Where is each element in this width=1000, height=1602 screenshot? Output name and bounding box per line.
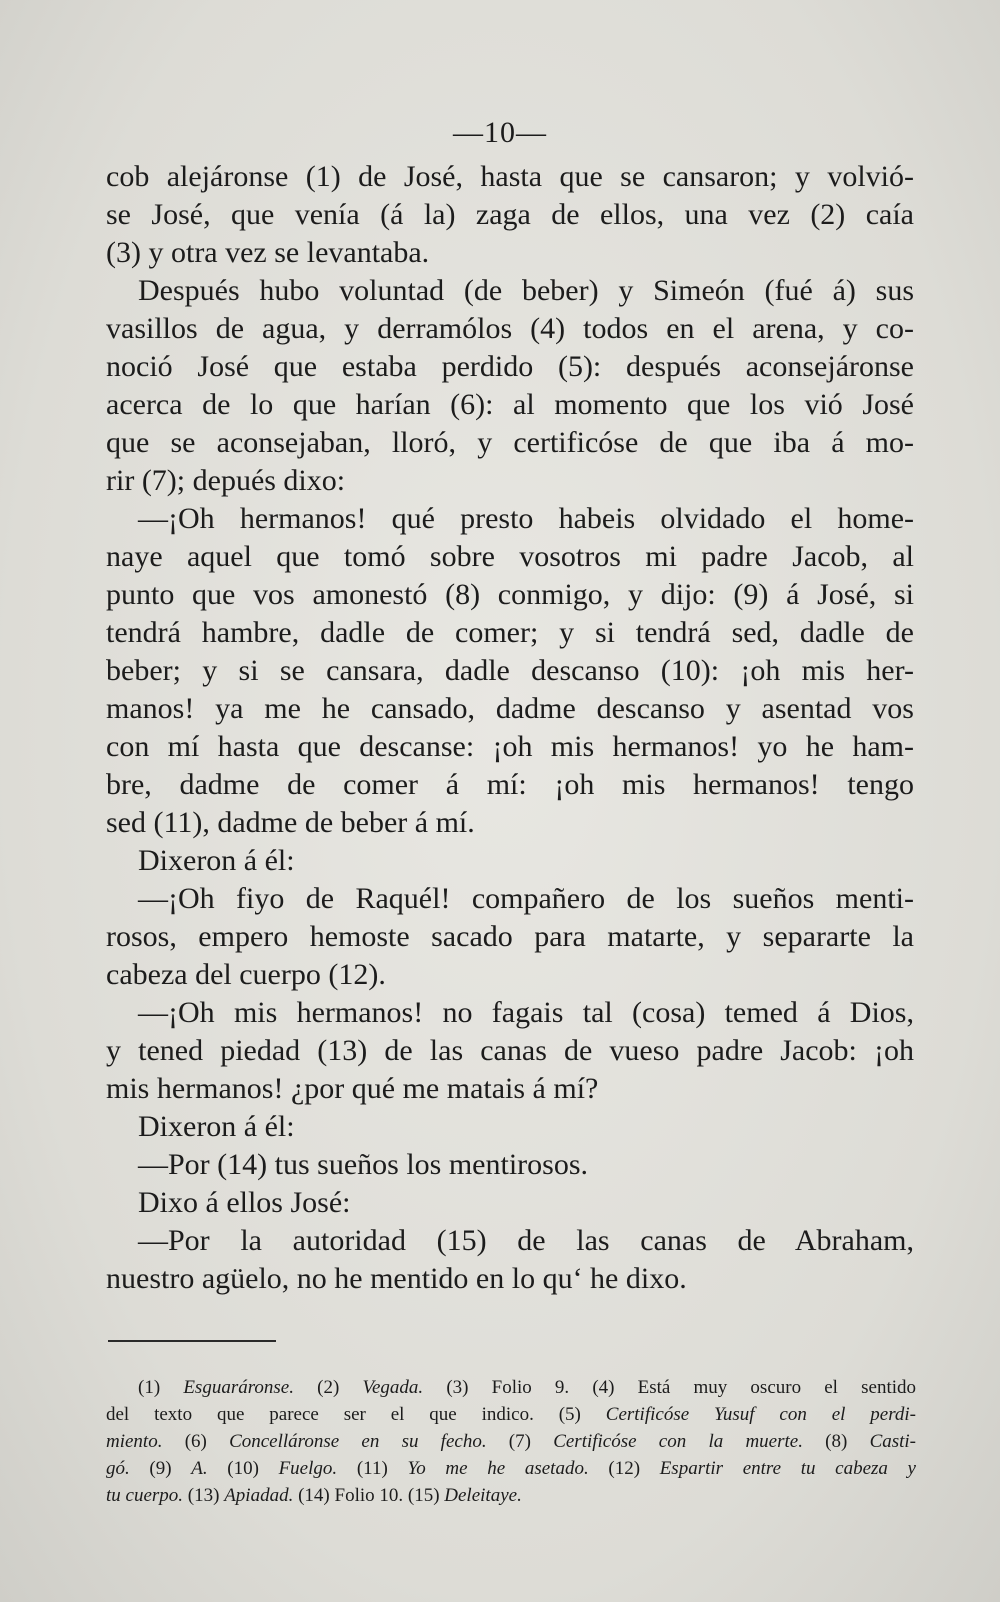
text-line: se José, que venía (á la) zaga de ellos, una vez (2) caía (106, 198, 914, 231)
footnote-ref: (11) (337, 1458, 408, 1479)
text-line: noció José que estaba perdido (5): después aconsejáronse (106, 350, 914, 383)
text-line: con mí hasta que descanse: ¡oh mis hermanos! yo he ham- (106, 730, 914, 763)
footnote-gloss: A. (191, 1458, 208, 1479)
footnote-gloss: Fuelgo. (278, 1458, 338, 1479)
text-line: nuestro agüelo, no he mentido en lo qu‘ he dixo. (106, 1262, 687, 1295)
footnote-ref: (10) (207, 1458, 279, 1479)
footnote-gloss: tu cuerpo. (106, 1485, 184, 1506)
footnote-ref: (13) (183, 1485, 225, 1506)
text-line: Dixeron á él: (138, 844, 295, 877)
footnote-gloss: Certificóse Yusuf con el perdi- (605, 1404, 917, 1425)
footnote-gloss: Casti- (869, 1431, 917, 1452)
text-line: Dixo á ellos José: (138, 1186, 351, 1219)
footnote-gloss: Vegada. (362, 1377, 424, 1398)
footnote-ref: del texto que parece ser el que indico. (5) (106, 1404, 606, 1425)
text-line: punto que vos amonestó (8) conmigo, y dijo: (9) á José, si (106, 578, 914, 611)
page-number: —10— (453, 116, 547, 149)
text-line: —¡Oh hermanos! qué presto habeis olvidado el home- (138, 502, 914, 535)
footnote-ref: (2) (293, 1377, 363, 1398)
text-line: que se aconsejaban, lloró, y certificóse de que iba á mo- (106, 426, 914, 459)
text-line: tendrá hambre, dadle de comer; y si tendrá sed, dadle de (106, 616, 914, 649)
footnote-gloss: Apiadad. (224, 1485, 294, 1506)
footnote-line (106, 1374, 916, 1401)
footnote-ref: (14) Folio 10. (15) (293, 1485, 445, 1506)
footnote-ref: (12) (588, 1458, 660, 1479)
footnote-gloss: gó. (106, 1458, 130, 1479)
main-text (106, 158, 914, 1298)
text-line: —Por (14) tus sueños los mentirosos. (138, 1148, 588, 1181)
footnote-line (106, 1455, 916, 1482)
text-line: cabeza del cuerpo (12). (106, 958, 386, 991)
text-line: manos! ya me he cansado, dadme descanso y asentad vos (106, 692, 914, 725)
text-line: mis hermanos! ¿por qué me matais á mí? (106, 1072, 599, 1105)
text-line: —¡Oh mis hermanos! no fagais tal (cosa) temed á Dios, (138, 996, 914, 1029)
footnotes (106, 1374, 916, 1509)
text-line: rir (7); depués dixo: (106, 464, 346, 497)
text-line: beber; y si se cansara, dadle descanso (10): ¡oh mis her- (106, 654, 914, 687)
text-line: acerca de lo que harían (6): al momento que los vió José (106, 388, 914, 421)
footnote-line (106, 1428, 916, 1455)
text-line: Dixeron á él: (138, 1110, 295, 1143)
footnote-gloss: Yo me he asetado. (407, 1458, 589, 1479)
footnote-ref: (3) Folio 9. (4) Está muy oscuro el sentido (423, 1377, 916, 1398)
text-line: (3) y otra vez se levantaba. (106, 236, 430, 269)
text-line: naye aquel que tomó sobre vosotros mi padre Jacob, al (106, 540, 914, 573)
footnote-gloss: Espartir entre tu cabeza y (659, 1458, 916, 1479)
footnote-ref: (8) (802, 1431, 870, 1452)
footnote-gloss: miento. (106, 1431, 163, 1452)
footnote-ref: (9) (129, 1458, 192, 1479)
footnote-separator (108, 1340, 276, 1342)
footnote-line (106, 1401, 916, 1428)
footnote-gloss: Certificóse con la muerte. (553, 1431, 803, 1452)
text-line: bre, dadme de comer á mí: ¡oh mis hermanos! tengo (106, 768, 914, 801)
text-line: cob alejáronse (1) de José, hasta que se cansaron; y volvió- (106, 160, 914, 193)
footnote-ref: (1) (138, 1377, 184, 1398)
footnote-line (106, 1482, 916, 1509)
footnote-gloss: Concelláronse en su fecho. (229, 1431, 487, 1452)
footnote-ref: (7) (486, 1431, 554, 1452)
text-line: Después hubo voluntad (de beber) y Simeón (fué á) sus (138, 274, 914, 307)
footnote-ref: (6) (162, 1431, 230, 1452)
footnote-gloss: Esguaráronse. (183, 1377, 294, 1398)
text-line: —¡Oh fiyo de Raquél! compañero de los sueños menti- (138, 882, 914, 915)
footnote-gloss: Deleitaye. (444, 1485, 522, 1506)
text-line: y tened piedad (13) de las canas de vueso padre Jacob: ¡oh (106, 1034, 914, 1067)
text-line: rosos, empero hemoste sacado para matarte, y separarte la (106, 920, 914, 953)
text-line: —Por la autoridad (15) de las canas de Abraham, (138, 1224, 914, 1257)
text-line: vasillos de agua, y derramólos (4) todos en el arena, y co- (106, 312, 914, 345)
text-line: sed (11), dadme de beber á mí. (106, 806, 475, 839)
